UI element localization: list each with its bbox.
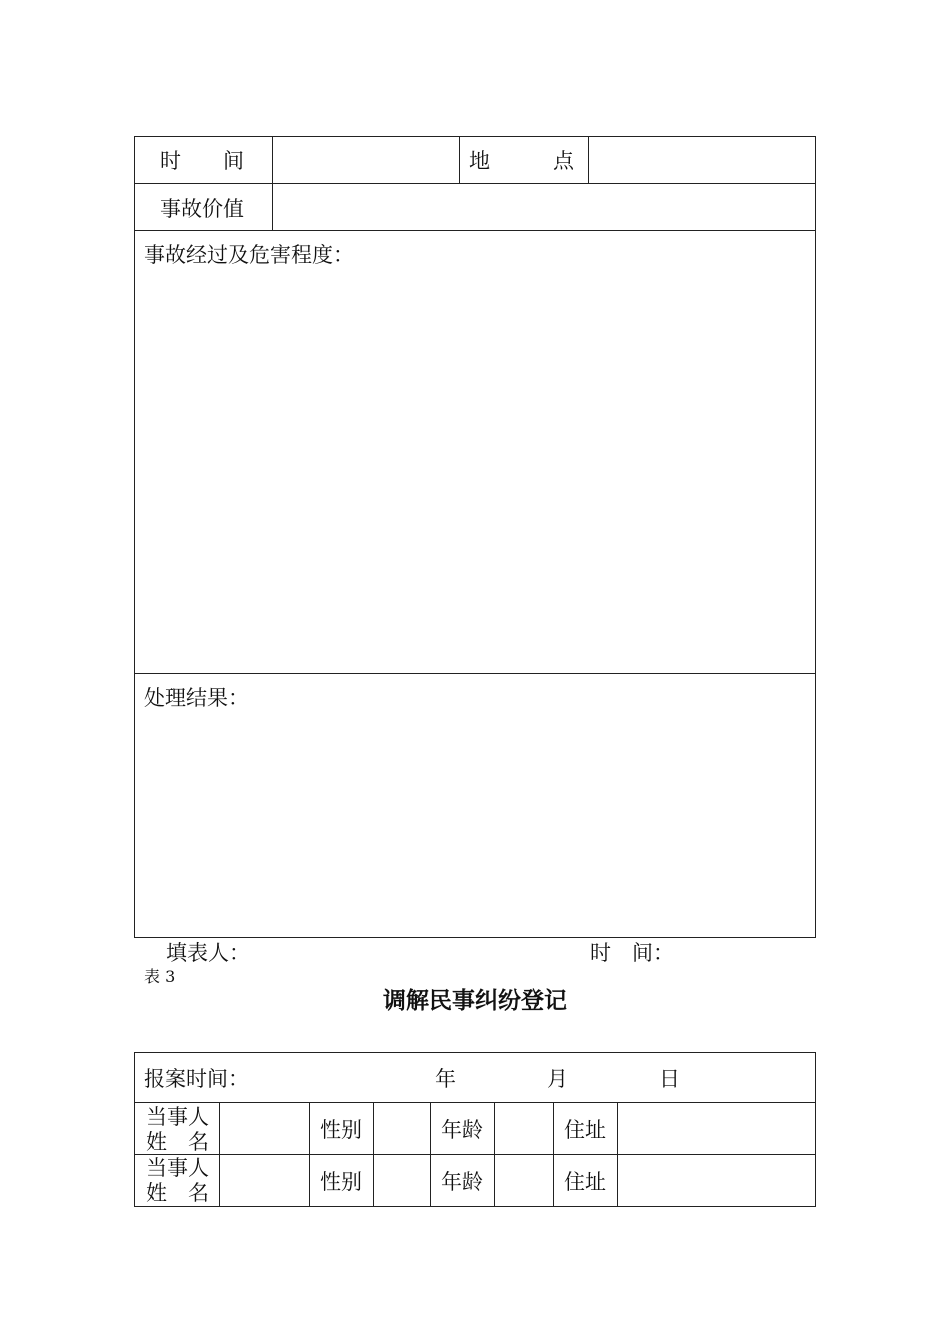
handling-result-label: 处理结果：: [144, 686, 249, 710]
col-divider: [373, 1102, 374, 1207]
filler-label: 填表人：: [166, 941, 250, 965]
fill-time-label: 时 间：: [590, 941, 674, 965]
row-divider: [134, 230, 816, 231]
age-field[interactable]: [496, 1156, 552, 1205]
day-label: 日: [659, 1067, 680, 1091]
report-time-label: 报案时间：: [144, 1067, 249, 1091]
row-divider: [134, 183, 816, 184]
row-divider: [134, 673, 816, 674]
address-label: 住址: [564, 1170, 606, 1194]
col-divider: [617, 1102, 618, 1207]
address-field[interactable]: [619, 1104, 814, 1153]
party-name-label: 当事人 姓 名: [146, 1156, 209, 1205]
party-name-label: 当事人 姓 名: [146, 1105, 209, 1154]
incident-details-label: 事故经过及危害程度：: [144, 243, 354, 267]
address-label: 住址: [564, 1118, 606, 1142]
incident-value-label: 事故价值: [160, 197, 244, 221]
gender-label: 性别: [320, 1118, 362, 1142]
year-label: 年: [435, 1067, 456, 1091]
col-divider: [459, 136, 460, 183]
gender-field[interactable]: [375, 1156, 429, 1205]
month-label: 月: [547, 1067, 568, 1091]
age-label: 年龄: [441, 1170, 483, 1194]
place-label: 地 点: [469, 149, 574, 173]
time-field[interactable]: [274, 138, 458, 182]
incident-details-field[interactable]: [136, 272, 814, 672]
col-divider: [219, 1102, 220, 1207]
col-divider: [309, 1102, 310, 1207]
col-divider: [430, 1102, 431, 1207]
place-field[interactable]: [590, 138, 814, 182]
age-label: 年龄: [441, 1118, 483, 1142]
address-field[interactable]: [619, 1156, 814, 1205]
party-name-field[interactable]: [221, 1156, 308, 1205]
col-divider: [588, 136, 589, 183]
col-divider: [494, 1102, 495, 1207]
time-label: 时 间: [160, 149, 244, 173]
page-title: 调解民事纠纷登记: [383, 988, 567, 1014]
col-divider: [553, 1102, 554, 1207]
handling-result-field[interactable]: [136, 714, 814, 936]
row-divider: [134, 1154, 816, 1155]
table-number: 表 3: [144, 967, 176, 986]
age-field[interactable]: [496, 1104, 552, 1153]
row-divider: [134, 1102, 816, 1103]
col-divider: [272, 136, 273, 230]
party-name-field[interactable]: [221, 1104, 308, 1153]
incident-value-field[interactable]: [274, 185, 814, 229]
gender-field[interactable]: [375, 1104, 429, 1153]
gender-label: 性别: [320, 1170, 362, 1194]
